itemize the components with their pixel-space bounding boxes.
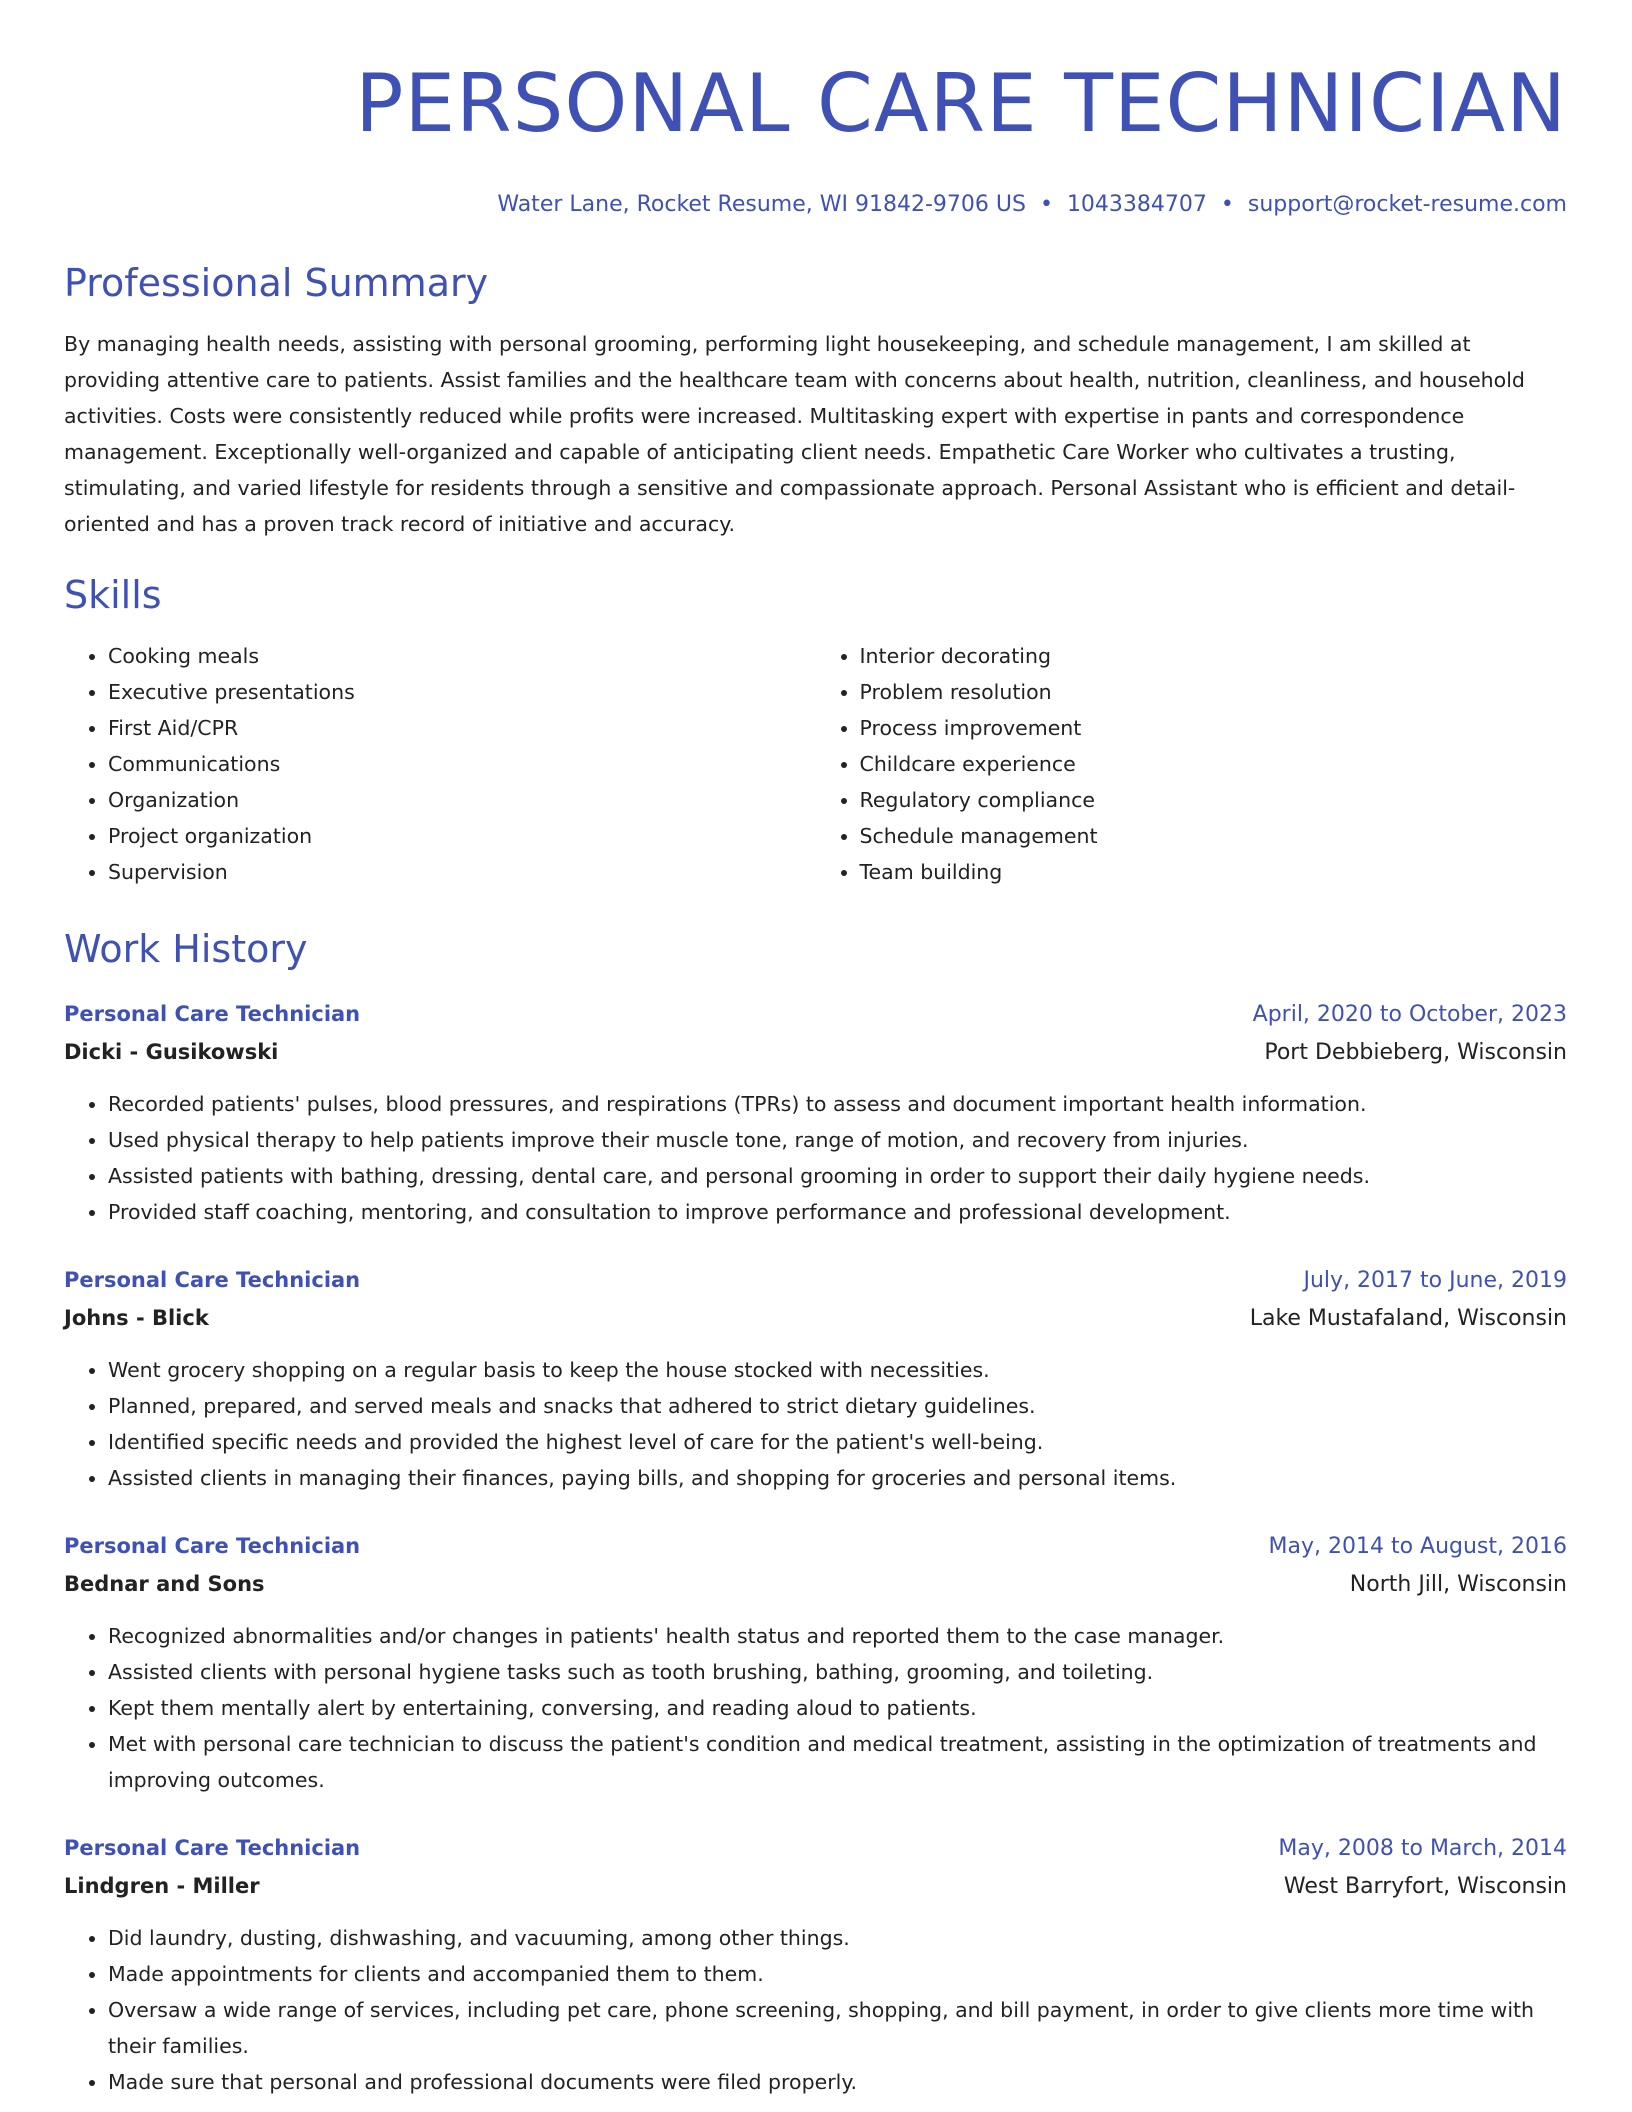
job-title: Personal Care Technician (64, 1268, 361, 1292)
job-location: Lake Mustafaland, Wisconsin (1249, 1306, 1567, 1331)
job-duty: • Oversaw a wide range of services, including pet care, phone screening, shopping, and bill payment, in order to give clients more time with their families. (108, 1992, 1567, 2064)
job-company-row (64, 1565, 1567, 1604)
job-duty: • Assisted clients in managing their finances, paying bills, and shopping for groceries and personal items. (108, 1460, 1567, 1496)
skill-item: • Problem resolution (860, 674, 1568, 710)
job-company: Lindgren - Miller (64, 1874, 260, 1898)
job-title: Personal Care Technician (64, 1836, 361, 1860)
job-duty: • Kept them mentally alert by entertaining, conversing, and reading aloud to patients. (108, 1690, 1567, 1726)
job-duty: • Made sure that personal and professional documents were filed properly. (108, 2064, 1567, 2100)
job-entry (64, 1262, 1567, 1496)
contact-separator: • (1039, 192, 1053, 217)
contact-address: Water Lane, Rocket Resume, WI 91842-9706 US (497, 192, 1026, 217)
job-company-row (64, 1033, 1567, 1072)
job-duty: • Used physical therapy to help patients improve their muscle tone, range of motion, and recovery from injuries. (108, 1122, 1567, 1158)
job-company: Johns - Blick (64, 1306, 209, 1330)
job-duty: • Made appointments for clients and accompanied them to them. (108, 1956, 1567, 1992)
job-duty: • Identified specific needs and provided the highest level of care for the patient's well-being. (108, 1424, 1567, 1460)
job-duty: • Planned, prepared, and served meals and snacks that adhered to strict dietary guidelines. (108, 1388, 1567, 1424)
job-company-row (64, 1867, 1567, 1906)
job-title-row (64, 996, 1567, 1033)
job-dates: May, 2014 to August, 2016 (1268, 1534, 1567, 1559)
job-duty: • Went grocery shopping on a regular basis to keep the house stocked with necessities. (108, 1352, 1567, 1388)
skill-item: • Team building (860, 854, 1568, 890)
skill-item: • Project organization (108, 818, 816, 854)
job-entry (64, 996, 1567, 1230)
skills-list-left (64, 638, 816, 890)
job-title-row (64, 1830, 1567, 1867)
summary-heading: Professional Summary (64, 261, 489, 305)
job-company-row (64, 1299, 1567, 1338)
contact-email: support@rocket-resume.com (1247, 192, 1567, 217)
job-duty: • Met with personal care technician to discuss the patient's condition and medical treatment, assisting in the optimization of treatments and improving outcomes. (108, 1726, 1567, 1798)
job-duty: • Did laundry, dusting, dishwashing, and vacuuming, among other things. (108, 1920, 1567, 1956)
contact-phone: 1043384707 (1066, 192, 1207, 217)
skill-item: • Interior decorating (860, 638, 1568, 674)
skill-item: • Childcare experience (860, 746, 1568, 782)
job-location: Port Debbieberg, Wisconsin (1264, 1040, 1567, 1065)
job-duties (64, 1920, 1567, 2100)
job-duty: • Recognized abnormalities and/or changes in patients' health status and reported them to the case manager. (108, 1618, 1567, 1654)
skill-item: • Process improvement (860, 710, 1568, 746)
skill-item: • Communications (108, 746, 816, 782)
job-duties (64, 1086, 1567, 1230)
work-history-heading: Work History (64, 927, 308, 971)
job-entry (64, 1528, 1567, 1798)
job-title-row (64, 1528, 1567, 1565)
skill-item: • Cooking meals (108, 638, 816, 674)
job-duty: • Assisted clients with personal hygiene tasks such as tooth brushing, bathing, grooming, and toileting. (108, 1654, 1567, 1690)
job-entry (64, 1830, 1567, 2100)
resume-name: PERSONAL CARE TECHNICIAN (355, 57, 1567, 150)
job-location: West Barryfort, Wisconsin (1283, 1874, 1567, 1899)
job-location: North Jill, Wisconsin (1349, 1572, 1567, 1597)
job-title: Personal Care Technician (64, 1002, 361, 1026)
skills-grid (64, 638, 1567, 890)
job-duty: • Recorded patients' pulses, blood pressures, and respirations (TPRs) to assess and document important health information. (108, 1086, 1567, 1122)
skill-item: • First Aid/CPR (108, 710, 816, 746)
skill-item: • Schedule management (860, 818, 1568, 854)
job-company: Bednar and Sons (64, 1572, 265, 1596)
job-duties (64, 1618, 1567, 1798)
contact-line (64, 190, 1567, 220)
skills-list-right (816, 638, 1568, 890)
skills-heading: Skills (64, 573, 162, 617)
job-company: Dicki - Gusikowski (64, 1040, 279, 1064)
job-duties (64, 1352, 1567, 1496)
job-dates: July, 2017 to June, 2019 (1303, 1268, 1567, 1293)
contact-separator: • (1220, 192, 1234, 217)
summary-text: By managing health needs, assisting with personal grooming, performing light housekeeping, and schedule management, I am skilled at providing attentive care to patients. Assist families and the healthcare team with concerns about health, nutrition, cleanliness, and household activities. Costs were consistently reduced while profits were increased. Multitasking expert with expertise in pants and correspondence management. Exceptionally well-organized and capable of anticipating client needs. Empathetic Care Worker who cultivates a trusting, stimulating, and varied lifestyle for residents through a sensitive and compassionate approach. Personal Assistant who is efficient and detail-oriented and has a proven track record of initiative and accuracy. (64, 332, 1525, 536)
job-duty: • Assisted patients with bathing, dressing, dental care, and personal grooming in order to support their daily hygiene needs. (108, 1158, 1567, 1194)
resume-header (64, 0, 1567, 220)
skill-item: • Executive presentations (108, 674, 816, 710)
job-title-row (64, 1262, 1567, 1299)
skill-item: • Regulatory compliance (860, 782, 1568, 818)
job-duty: • Provided staff coaching, mentoring, and consultation to improve performance and professional development. (108, 1194, 1567, 1230)
resume-page (64, 0, 1567, 2100)
job-title: Personal Care Technician (64, 1534, 361, 1558)
skill-item: • Supervision (108, 854, 816, 890)
job-dates: April, 2020 to October, 2023 (1252, 1002, 1567, 1027)
job-dates: May, 2008 to March, 2014 (1278, 1836, 1567, 1861)
skill-item: • Organization (108, 782, 816, 818)
